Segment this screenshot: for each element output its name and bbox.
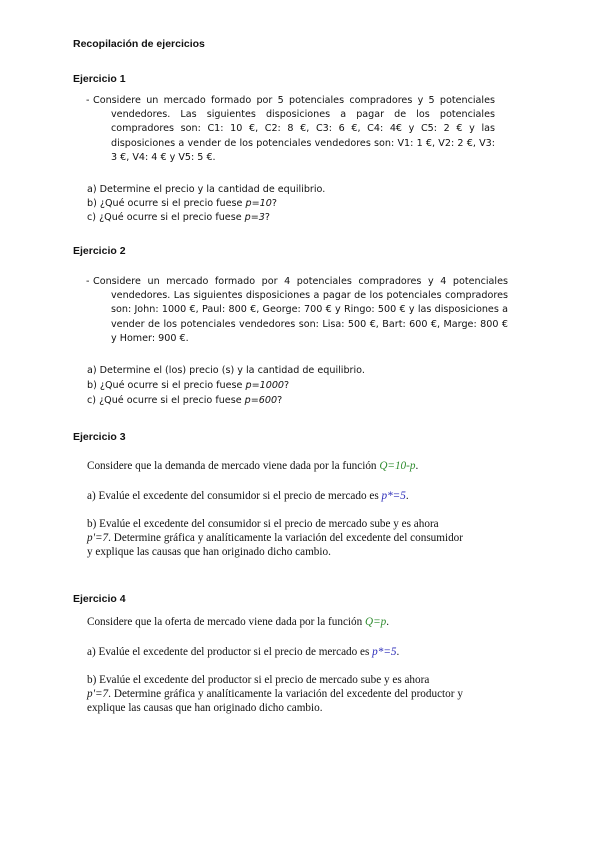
- question-b-text: b) ¿Qué ocurre si el precio fuese: [87, 380, 246, 391]
- exercise-2-statement-text: Considere un mercado formado por 4 potenciales compradores y 4 potenciales vendedores. Las siguientes disposiciones a pagar de los potenciales compradores son: John: 1000 €, Paul: 800 €, George: 700 € y Ringo: 500 € y las disposiciones a vender de los potenciales vendedores son: Lisa: 500 €, Bart: 600 €, Marge: 800 € y Homer: 900 €.: [93, 276, 508, 344]
- question-a-text: a) Evalúe el excedente del productor si el precio de mercado es: [87, 646, 373, 658]
- bullet-dash: -: [86, 276, 90, 287]
- exercise-1-heading: Ejercicio 1: [73, 73, 126, 85]
- question-a-end: .: [396, 646, 400, 658]
- exercise-2-statement: [86, 275, 508, 346]
- question-a-text: a) Evalúe el excedente del consumidor si el precio de mercado es: [87, 490, 382, 502]
- document-title: Recopilación de ejercicios: [73, 38, 205, 50]
- exercise-4-intro: [87, 616, 467, 630]
- question-b-mark: ?: [284, 380, 290, 391]
- exercise-2-question-c: [87, 394, 282, 408]
- exercise-2-question-b: [87, 379, 289, 393]
- exercise-2-heading: Ejercicio 2: [73, 245, 126, 257]
- question-b-price: p'=7: [87, 688, 109, 700]
- bullet-dash: -: [86, 95, 90, 106]
- question-c-mark: ?: [264, 212, 270, 223]
- intro-end: .: [415, 460, 419, 472]
- intro-text: Considere que la oferta de mercado viene dada por la función: [87, 616, 366, 628]
- question-b-text: . Determine gráfica y analíticamente la variación del excedente del productor y explique las causas que han originado dicho cambio.: [87, 688, 463, 714]
- intro-end: .: [386, 616, 390, 628]
- exercise-2-question-a: a) Determine el (los) precio (s) y la cantidad de equilibrio.: [87, 365, 365, 376]
- demand-function: Q=10-p: [379, 460, 416, 472]
- exercise-1-question-b: [87, 197, 277, 211]
- exercise-1-statement-text: Considere un mercado formado por 5 potenciales compradores y 5 potenciales vendedores. Las siguientes disposiciones a pagar de los potenciales compradores son: C1: 10 €, C2: 8 €, C3: 6 €, C4: 4€ y C5: 2 € y las disposiciones a vender de los potenciales vendedores son: V1: 1 €, V2: 2 €, V3: 3 €, V4: 4 € y V5: 5 €.: [93, 95, 495, 163]
- exercise-4-question-b-rest: [87, 688, 463, 716]
- question-c-mark: ?: [277, 395, 283, 406]
- exercise-3-question-b-rest: [87, 532, 463, 560]
- supply-function: Q=p: [365, 616, 387, 628]
- question-b-text: b) ¿Qué ocurre si el precio fuese: [87, 198, 246, 209]
- exercise-3-intro: [87, 460, 467, 474]
- question-c-text: c) ¿Qué ocurre si el precio fuese: [87, 212, 245, 223]
- exercise-1-statement: [86, 94, 495, 165]
- exercise-4-heading: Ejercicio 4: [73, 593, 126, 605]
- question-c-text: c) ¿Qué ocurre si el precio fuese: [87, 395, 245, 406]
- exercise-1-question-c: [87, 211, 270, 225]
- exercise-4-question-b-line1: b) Evalúe el excedente del productor si el precio de mercado sube y es ahora: [87, 674, 430, 686]
- intro-text: Considere que la demanda de mercado viene dada por la función: [87, 460, 380, 472]
- question-b-price: p'=7: [87, 532, 109, 544]
- question-b-text: . Determine gráfica y analíticamente la variación del excedente del consumidor y explique las causas que han originado dicho cambio.: [87, 532, 463, 558]
- question-a-end: .: [405, 490, 409, 502]
- question-b-price: p=10: [245, 198, 272, 209]
- exercise-4-question-a: [87, 646, 467, 660]
- question-b-mark: ?: [271, 198, 277, 209]
- question-b-price: p=1000: [245, 380, 285, 391]
- exercise-3-question-a: [87, 490, 467, 504]
- question-c-price: p=600: [244, 395, 278, 406]
- exercise-3-heading: Ejercicio 3: [73, 431, 126, 443]
- exercise-3-question-b-line1: b) Evalúe el excedente del consumidor si el precio de mercado sube y es ahora: [87, 518, 439, 530]
- question-a-price: p*=5: [372, 646, 397, 658]
- question-c-price: p=3: [244, 212, 265, 223]
- exercise-1-question-a: a) Determine el precio y la cantidad de equilibrio.: [87, 184, 326, 195]
- question-a-price: p*=5: [381, 490, 406, 502]
